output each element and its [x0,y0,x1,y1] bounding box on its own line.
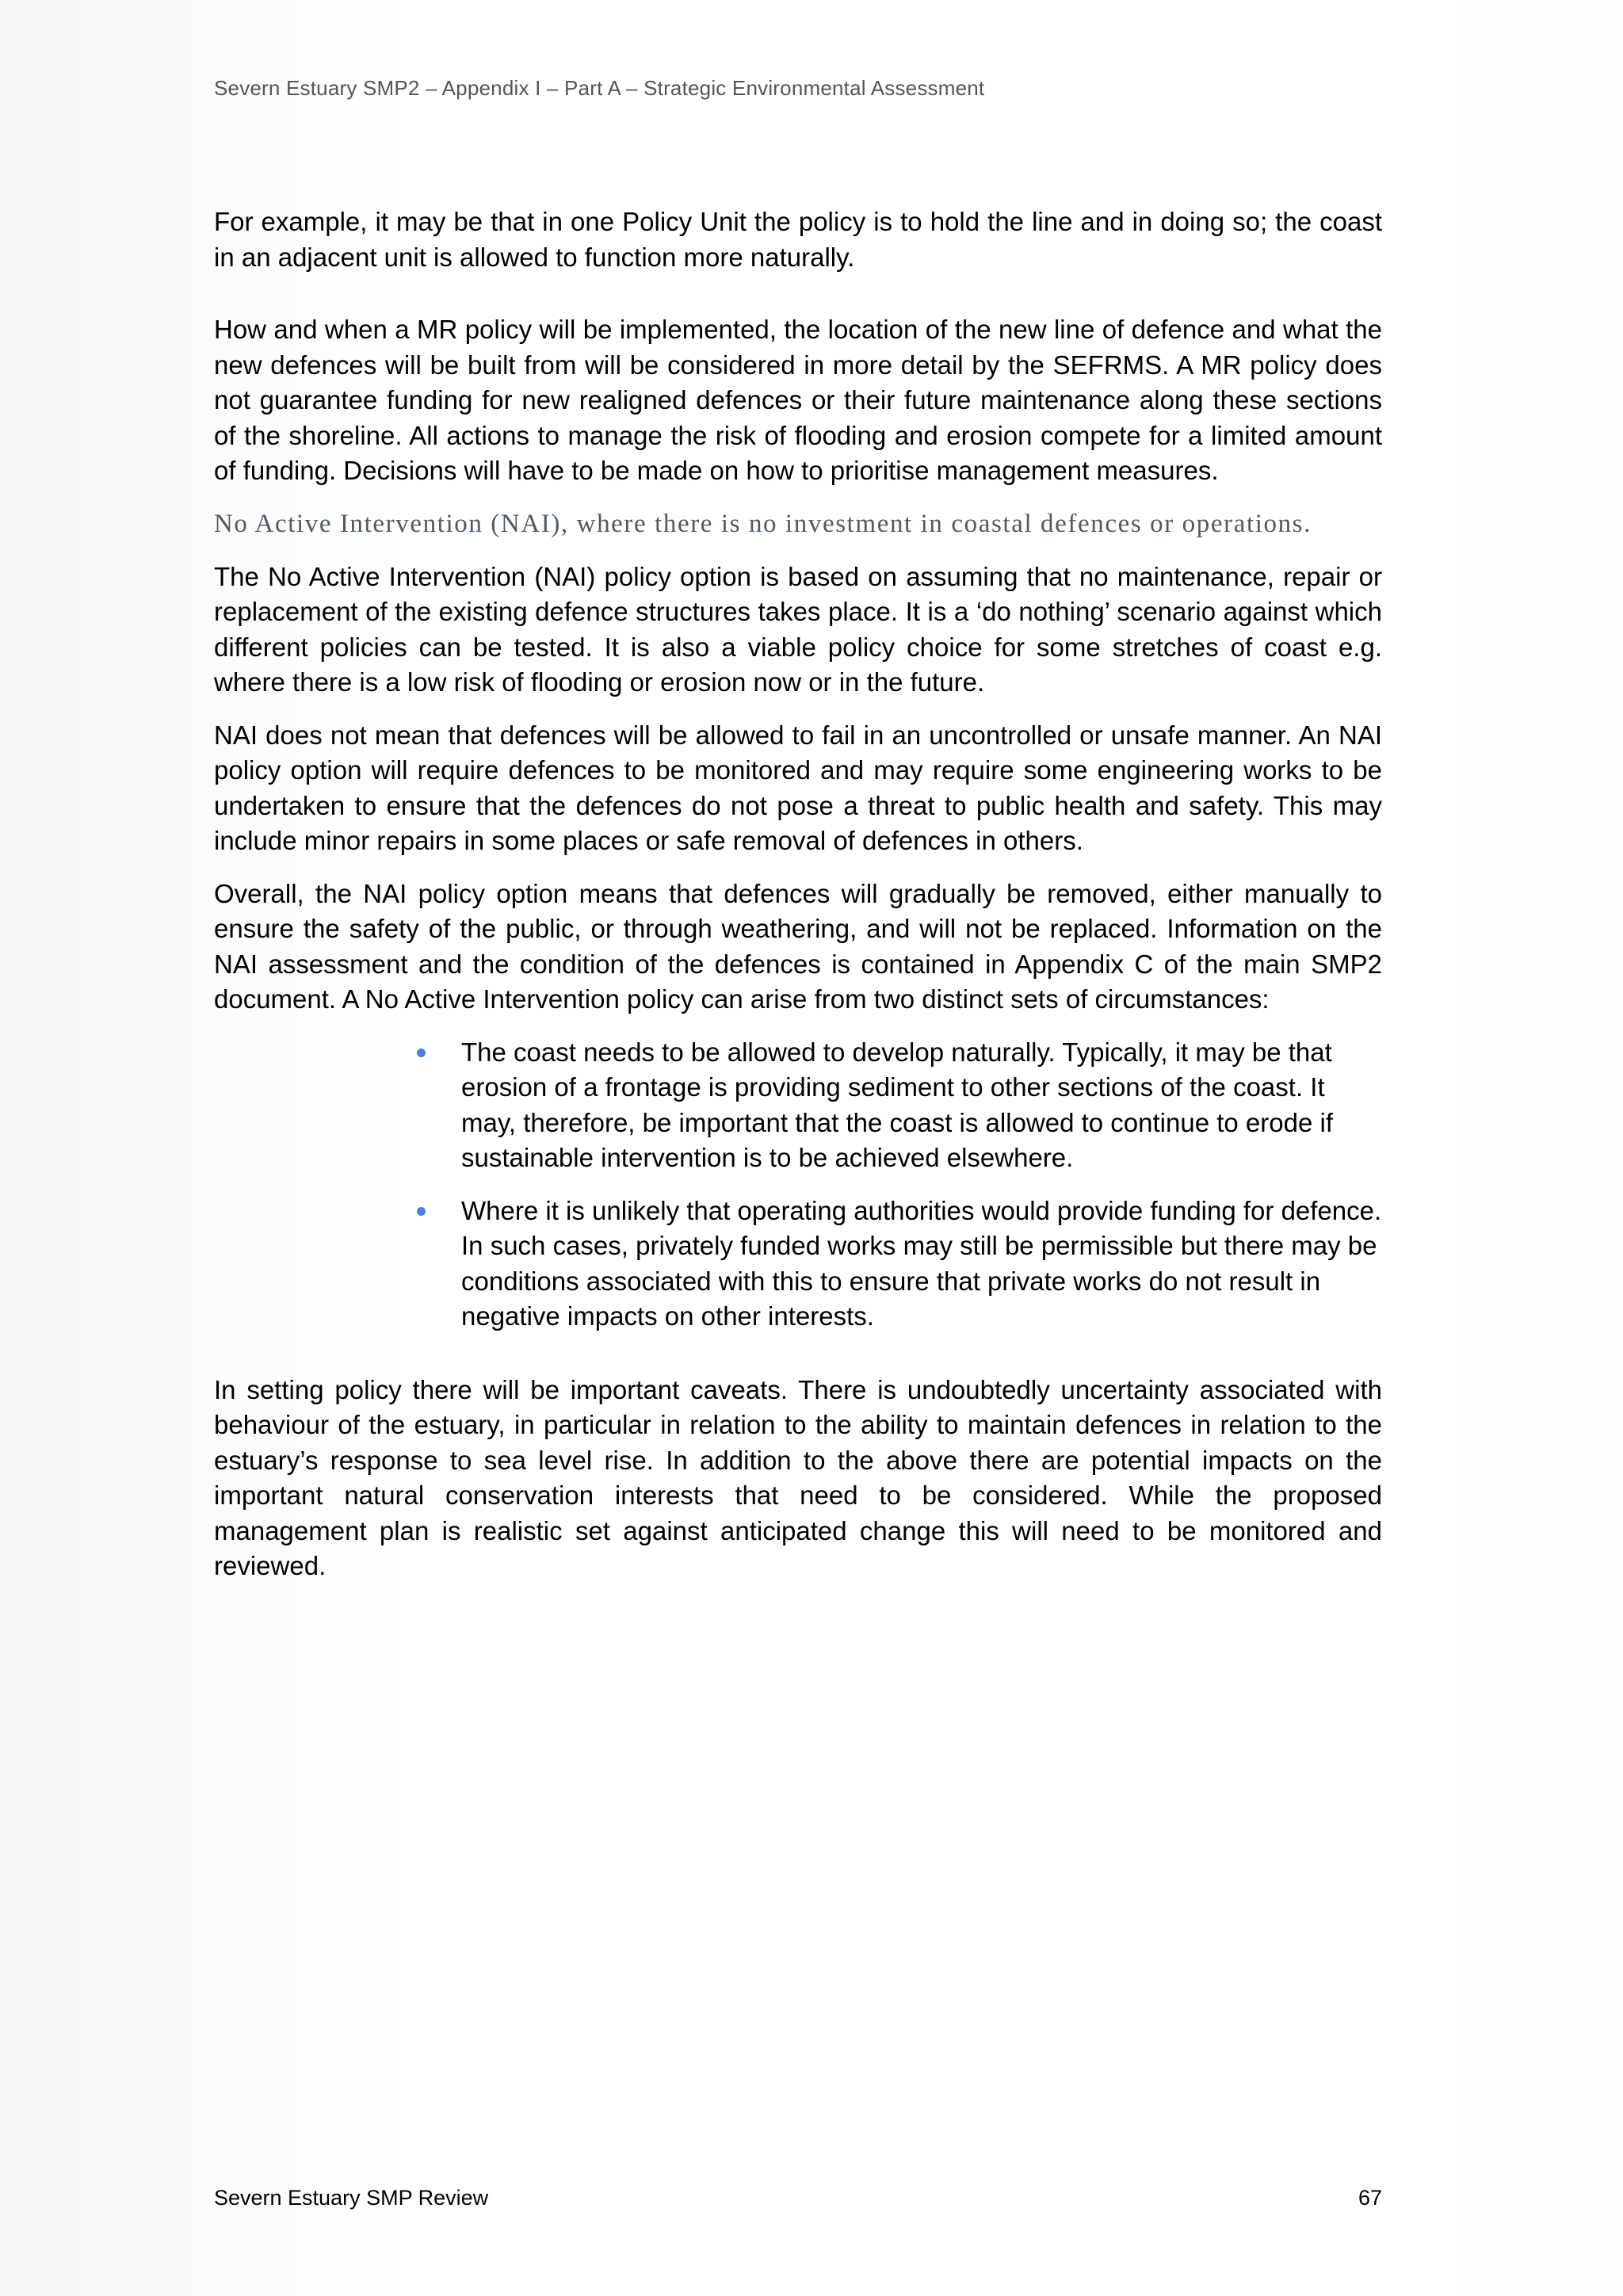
list-item [461,1194,1382,1335]
paragraph-nai-definition: The No Active Intervention (NAI) policy option is based on assuming that no maintenance, repair or replacement of the existing defence structures takes place. It is a ‘do nothing’ scenario against which different policies can be tested. It is also a viable policy choice for some stretches of coast e.g. where there is a low risk of flooding or erosion now or in the future. [214,561,1382,697]
bullet-list-nai-circumstances [214,1035,1382,1335]
list-item-text: Where it is unlikely that operating authorities would provide funding for defence. In such cases, privately funded works may still be permissible but there may be conditions associated with this to ensure that private works do not result in negative impacts on other interests. [461,1195,1382,1331]
page-number: 67 [1358,2186,1382,2210]
paragraph-hold-the-line-example: For example, it may be that in one Policy Unit the policy is to hold the line and in doing so; the coast in an adjacent unit is allowed to function more naturally. [214,207,1382,272]
list-item-text: The coast needs to be allowed to develop naturally. Typically, it may be that erosion of a frontage is providing sediment to other sections of the coast. It may, therefore, be important that the coast is allowed to continue to erode if sustainable intervention is to be achieved elsewhere. [461,1037,1334,1172]
paragraph-nai-overall: Overall, the NAI policy option means that defences will gradually be removed, either manually to ensure the safety of the public, or through weathering, and will not be replaced. Information on the NAI assessment and the condition of the defences is contained in Appendix C of the main SMP2 document. A No Active Intervention policy can arise from two distinct sets of circumstances: [214,878,1382,1014]
list-item [461,1035,1382,1176]
running-header: Severn Estuary SMP2 – Appendix I – Part A – Strategic Environmental Assessment [214,76,985,100]
section-subheading-nai: No Active Intervention (NAI), where there is no investment in coastal defences or operations. [214,509,1312,538]
page-body [214,204,1382,1584]
paragraph-caveats: In setting policy there will be important caveats. There is undoubtedly uncertainty associated with behaviour of the estuary, in particular in relation to the ability to maintain defences in relation to the estuary’s response to sea level rise. In addition to the above there are potential impacts on the important natural conservation interests that need to be considered. While the proposed management plan is realistic set against anticipated change this will need to be monitored and reviewed. [214,1374,1382,1580]
footer-document-title: Severn Estuary SMP Review [214,2186,489,2210]
paragraph-mr-policy-implementation: How and when a MR policy will be implemented, the location of the new line of defence and what the new defences will be built from will be considered in more detail by the SEFRMS. A MR policy does not guarantee funding for new realigned defences or their future maintenance along these sections of the shoreline. All actions to manage the risk of flooding and erosion compete for a limited amount of funding. Decisions will have to be made on how to prioritise management measures. [214,315,1382,485]
paragraph-nai-not-uncontrolled: NAI does not mean that defences will be allowed to fail in an uncontrolled or unsafe manner. An NAI policy option will require defences to be monitored and may require some engineering works to be undertaken to ensure that the defences do not pose a threat to public health and safety. This may include minor repairs in some places or safe removal of defences in others. [214,720,1382,855]
bullet-dot-icon [417,1049,426,1057]
bullet-dot-icon [417,1207,426,1216]
